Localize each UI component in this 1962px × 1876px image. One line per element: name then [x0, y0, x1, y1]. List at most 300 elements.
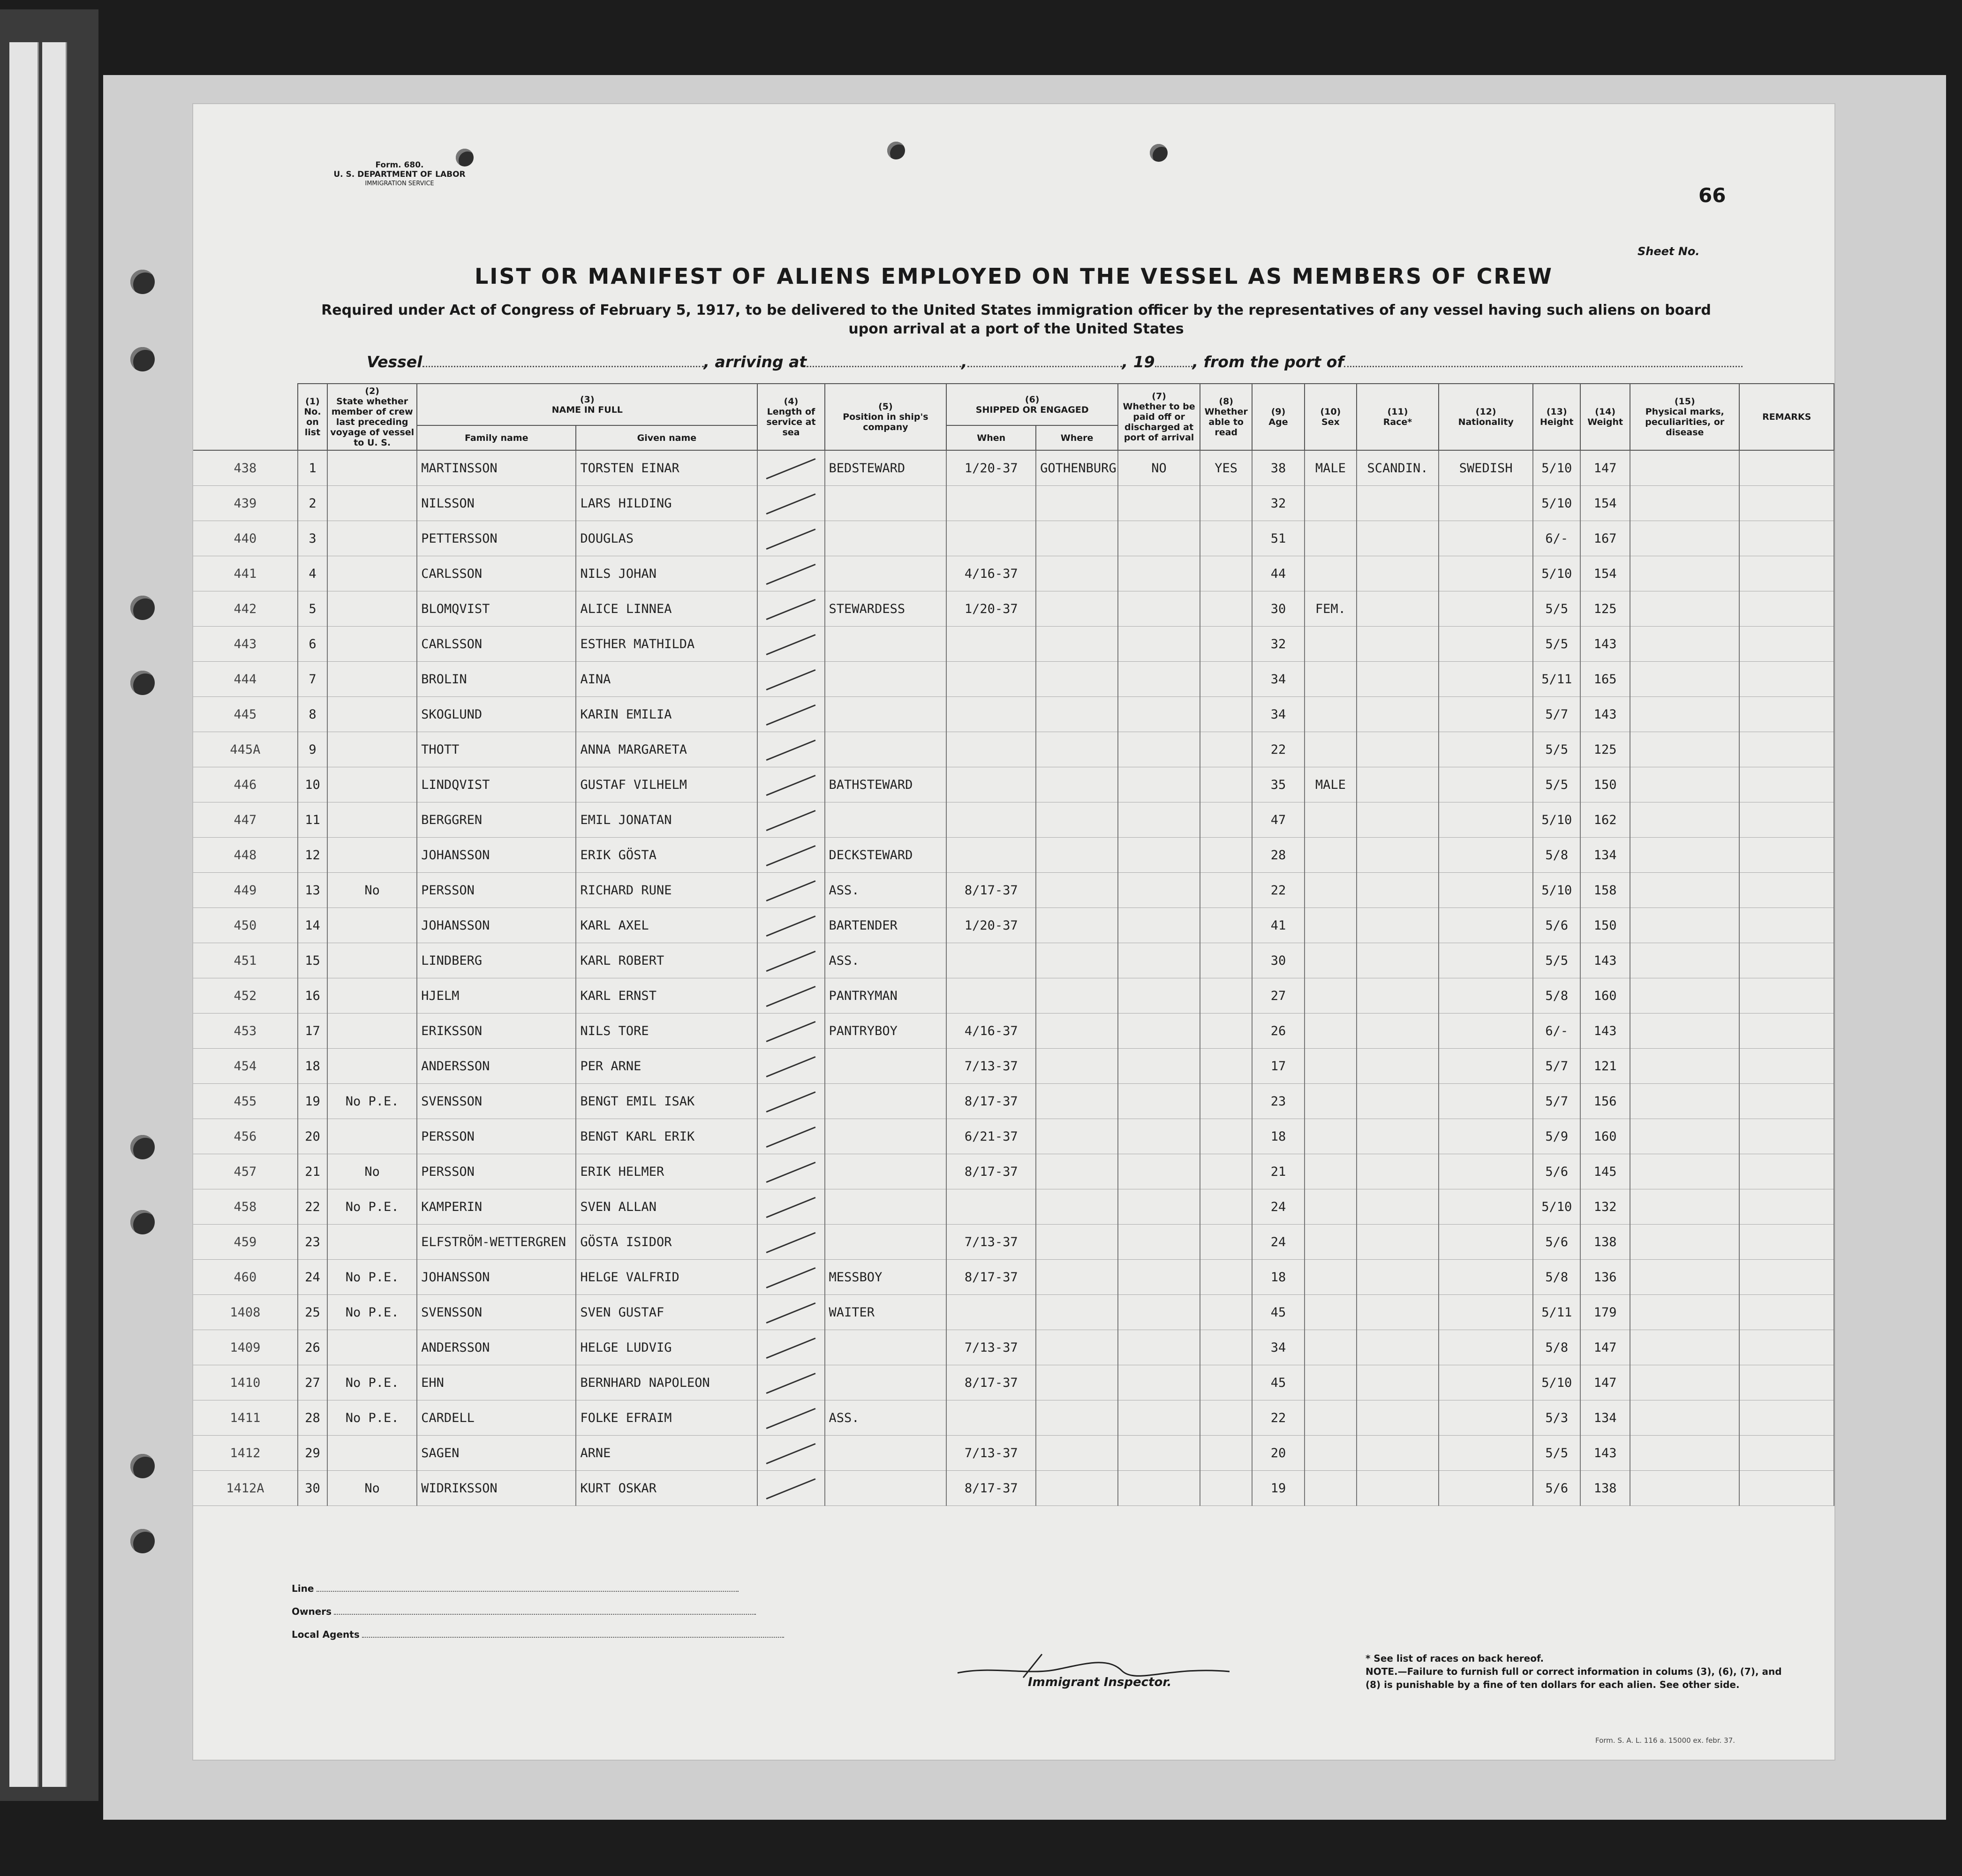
race-cell	[1357, 556, 1439, 591]
punch-hole	[130, 1529, 155, 1553]
shipped-where-cell	[1036, 591, 1118, 627]
nationality-cell	[1439, 1330, 1533, 1365]
given-name-cell: ARNE	[576, 1436, 757, 1471]
able-to-read-cell	[1200, 1049, 1252, 1084]
shipped-where-cell	[1036, 1049, 1118, 1084]
sex-cell	[1305, 1049, 1357, 1084]
nationality-cell	[1439, 1189, 1533, 1225]
arriving-label: , arriving at	[703, 353, 807, 371]
physical-marks-cell	[1630, 697, 1739, 732]
paid-off-cell	[1118, 1436, 1200, 1471]
vessel-label: Vessel	[367, 353, 423, 371]
sex-cell	[1305, 1436, 1357, 1471]
list-number-cell: 9	[298, 732, 328, 767]
race-cell	[1357, 521, 1439, 556]
table-row	[193, 1084, 1834, 1119]
position-cell	[825, 1119, 947, 1154]
weight-cell: 134	[1580, 1400, 1630, 1436]
side-number-cell: 1408	[193, 1295, 298, 1330]
shipped-when-cell	[946, 838, 1036, 873]
age-cell: 41	[1252, 908, 1304, 943]
col-4-header: (4) Length of service at sea	[757, 384, 824, 450]
side-number-cell: 440	[193, 521, 298, 556]
service-length-cell	[757, 978, 824, 1014]
weight-cell: 145	[1580, 1154, 1630, 1189]
previous-voyage-cell	[327, 486, 417, 521]
given-name-cell: ALICE LINNEA	[576, 591, 757, 627]
physical-marks-cell	[1630, 1119, 1739, 1154]
list-number-cell: 20	[298, 1119, 328, 1154]
physical-marks-cell	[1630, 486, 1739, 521]
able-to-read-cell	[1200, 1119, 1252, 1154]
shipped-where-cell	[1036, 1154, 1118, 1189]
shipped-where-cell	[1036, 802, 1118, 838]
port-label: , from the port of	[1192, 353, 1344, 371]
previous-voyage-cell: No P.E.	[327, 1400, 417, 1436]
physical-marks-cell	[1630, 627, 1739, 662]
height-cell: 5/6	[1533, 1471, 1580, 1506]
given-name-cell: KARIN EMILIA	[576, 697, 757, 732]
service-length-cell	[757, 732, 824, 767]
given-name-cell: EMIL JONATAN	[576, 802, 757, 838]
age-cell: 35	[1252, 767, 1304, 802]
race-cell	[1357, 802, 1439, 838]
race-cell	[1357, 1189, 1439, 1225]
weight-cell: 154	[1580, 486, 1630, 521]
side-number-cell: 452	[193, 978, 298, 1014]
position-cell: MESSBOY	[825, 1260, 947, 1295]
able-to-read-cell	[1200, 556, 1252, 591]
shipped-where-cell	[1036, 521, 1118, 556]
paid-off-cell	[1118, 697, 1200, 732]
race-cell	[1357, 908, 1439, 943]
col-13-header: (13) Height	[1533, 384, 1580, 450]
shipped-when-cell: 8/17-37	[946, 1471, 1036, 1506]
race-cell	[1357, 1154, 1439, 1189]
remarks-cell	[1739, 767, 1834, 802]
table-row	[193, 1154, 1834, 1189]
paid-off-cell	[1118, 556, 1200, 591]
weight-cell: 134	[1580, 838, 1630, 873]
sex-cell	[1305, 943, 1357, 978]
nationality-cell	[1439, 1049, 1533, 1084]
col-2-header: (2) State whether member of crew last preceding voyage of vessel to U. S.	[327, 384, 417, 450]
remarks-cell	[1739, 450, 1834, 486]
given-name-cell: DOUGLAS	[576, 521, 757, 556]
weight-cell: 132	[1580, 1189, 1630, 1225]
where-header: Where	[1036, 425, 1118, 450]
remarks-cell	[1739, 697, 1834, 732]
height-cell: 5/6	[1533, 1225, 1580, 1260]
able-to-read-cell	[1200, 838, 1252, 873]
age-cell: 44	[1252, 556, 1304, 591]
age-cell: 27	[1252, 978, 1304, 1014]
family-name-cell: HJELM	[417, 978, 576, 1014]
shipped-when-cell	[946, 732, 1036, 767]
able-to-read-cell	[1200, 1471, 1252, 1506]
col-10-header: (10) Sex	[1305, 384, 1357, 450]
sex-cell	[1305, 1260, 1357, 1295]
col-3-header: (3) NAME IN FULL	[417, 384, 757, 425]
race-cell	[1357, 1400, 1439, 1436]
page-title: LIST OR MANIFEST OF ALIENS EMPLOYED ON THE VESSEL AS MEMBERS OF CREW	[474, 264, 1553, 289]
paid-off-cell	[1118, 1119, 1200, 1154]
race-cell	[1357, 838, 1439, 873]
table-row	[193, 1014, 1834, 1049]
paid-off-cell	[1118, 521, 1200, 556]
previous-voyage-cell	[327, 767, 417, 802]
side-number-cell: 445	[193, 697, 298, 732]
department-name: U. S. DEPARTMENT OF LABOR	[333, 170, 466, 179]
list-number-cell: 28	[298, 1400, 328, 1436]
position-cell	[825, 1084, 947, 1119]
physical-marks-cell	[1630, 450, 1739, 486]
shipped-when-cell	[946, 1400, 1036, 1436]
service-length-cell	[757, 486, 824, 521]
height-cell: 6/-	[1533, 1014, 1580, 1049]
page-subtitle: Required under Act of Congress of February 5, 1917, to be delivered to the United States immigration officer by the representatives of any vessel having such aliens on board upon arrival at a port of the United States	[321, 302, 1711, 337]
col-1-header: (1) No. on list	[298, 384, 328, 450]
table-row	[193, 1400, 1834, 1436]
paid-off-cell	[1118, 1260, 1200, 1295]
table-row	[193, 450, 1834, 486]
position-cell	[825, 732, 947, 767]
given-name-cell: GUSTAF VILHELM	[576, 767, 757, 802]
service-length-cell	[757, 521, 824, 556]
nationality-cell	[1439, 1119, 1533, 1154]
height-cell: 5/3	[1533, 1400, 1580, 1436]
sheet-number-label: Sheet No.	[1638, 245, 1700, 258]
service-length-cell	[757, 627, 824, 662]
remarks-cell	[1739, 1471, 1834, 1506]
shipped-where-cell	[1036, 1119, 1118, 1154]
punch-hole	[1150, 144, 1168, 162]
sex-cell	[1305, 697, 1357, 732]
height-cell: 5/9	[1533, 1119, 1580, 1154]
position-cell	[825, 1225, 947, 1260]
shipped-when-cell	[946, 1295, 1036, 1330]
sex-cell	[1305, 732, 1357, 767]
punch-hole	[130, 671, 155, 695]
shipped-when-cell: 4/16-37	[946, 556, 1036, 591]
family-name-cell: MARTINSSON	[417, 450, 576, 486]
nationality-cell	[1439, 486, 1533, 521]
age-cell: 24	[1252, 1189, 1304, 1225]
list-number-cell: 29	[298, 1436, 328, 1471]
shipped-when-cell: 1/20-37	[946, 908, 1036, 943]
nationality-cell	[1439, 943, 1533, 978]
age-cell: 17	[1252, 1049, 1304, 1084]
page-number: 66	[1698, 184, 1726, 207]
race-cell	[1357, 1330, 1439, 1365]
nationality-cell	[1439, 838, 1533, 873]
age-cell: 22	[1252, 732, 1304, 767]
side-number-cell: 1412A	[193, 1471, 298, 1506]
service-length-cell	[757, 1119, 824, 1154]
given-name-cell: ESTHER MATHILDA	[576, 627, 757, 662]
col-15-header: (15) Physical marks, peculiarities, or disease	[1630, 384, 1739, 450]
weight-cell: 167	[1580, 521, 1630, 556]
position-cell: ASS.	[825, 1400, 947, 1436]
table-row	[193, 873, 1834, 908]
height-cell: 5/5	[1533, 732, 1580, 767]
list-number-cell: 1	[298, 450, 328, 486]
side-number-cell: 457	[193, 1154, 298, 1189]
list-number-cell: 12	[298, 838, 328, 873]
family-name-cell: LINDBERG	[417, 943, 576, 978]
service-length-cell	[757, 1471, 824, 1506]
height-cell: 5/10	[1533, 450, 1580, 486]
service-name: IMMIGRATION SERVICE	[365, 180, 434, 187]
position-cell	[825, 662, 947, 697]
family-name-cell: BROLIN	[417, 662, 576, 697]
shipped-when-cell	[946, 802, 1036, 838]
able-to-read-cell	[1200, 1330, 1252, 1365]
race-cell	[1357, 697, 1439, 732]
physical-marks-cell	[1630, 1260, 1739, 1295]
remarks-cell	[1739, 908, 1834, 943]
side-number-cell: 450	[193, 908, 298, 943]
col-6-header: (6) SHIPPED OR ENGAGED	[946, 384, 1118, 425]
physical-marks-cell	[1630, 732, 1739, 767]
nationality-cell	[1439, 591, 1533, 627]
shipped-when-cell	[946, 697, 1036, 732]
list-number-cell: 30	[298, 1471, 328, 1506]
age-cell: 34	[1252, 662, 1304, 697]
physical-marks-cell	[1630, 1225, 1739, 1260]
race-cell	[1357, 873, 1439, 908]
paid-off-cell	[1118, 838, 1200, 873]
race-cell	[1357, 591, 1439, 627]
height-cell: 5/7	[1533, 697, 1580, 732]
position-cell: ASS.	[825, 873, 947, 908]
service-length-cell	[757, 1049, 824, 1084]
table-row	[193, 1119, 1834, 1154]
physical-marks-cell	[1630, 591, 1739, 627]
weight-cell: 150	[1580, 767, 1630, 802]
paid-off-cell	[1118, 1295, 1200, 1330]
remarks-cell	[1739, 591, 1834, 627]
given-name-cell: AINA	[576, 662, 757, 697]
family-name-cell: BLOMQVIST	[417, 591, 576, 627]
race-cell	[1357, 978, 1439, 1014]
position-cell: STEWARDESS	[825, 591, 947, 627]
table-row	[193, 802, 1834, 838]
given-name-cell: BERNHARD NAPOLEON	[576, 1365, 757, 1400]
list-number-cell: 21	[298, 1154, 328, 1189]
family-name-cell: PERSSON	[417, 1154, 576, 1189]
footer-fields	[292, 1581, 784, 1640]
weight-cell: 160	[1580, 978, 1630, 1014]
race-cell	[1357, 1119, 1439, 1154]
able-to-read-cell	[1200, 873, 1252, 908]
weight-cell: 143	[1580, 1436, 1630, 1471]
shipped-when-cell	[946, 486, 1036, 521]
punch-hole	[130, 270, 155, 294]
list-number-cell: 3	[298, 521, 328, 556]
previous-voyage-cell	[327, 732, 417, 767]
shipped-when-cell	[946, 627, 1036, 662]
paid-off-cell	[1118, 802, 1200, 838]
col-7-header: (7) Whether to be paid off or discharged at port of arrival	[1118, 384, 1200, 450]
service-length-cell	[757, 1225, 824, 1260]
able-to-read-cell	[1200, 767, 1252, 802]
age-cell: 51	[1252, 521, 1304, 556]
given-name-cell: TORSTEN EINAR	[576, 450, 757, 486]
punch-hole	[130, 596, 155, 620]
age-cell: 26	[1252, 1014, 1304, 1049]
given-name-cell: SVEN GUSTAF	[576, 1295, 757, 1330]
race-cell	[1357, 1260, 1439, 1295]
age-cell: 19	[1252, 1471, 1304, 1506]
age-cell: 45	[1252, 1365, 1304, 1400]
nationality-cell	[1439, 697, 1533, 732]
paid-off-cell	[1118, 1330, 1200, 1365]
nationality-cell	[1439, 1014, 1533, 1049]
paid-off-cell	[1118, 767, 1200, 802]
race-cell	[1357, 1295, 1439, 1330]
height-cell: 5/8	[1533, 978, 1580, 1014]
nationality-cell	[1439, 1084, 1533, 1119]
given-name-cell: RICHARD RUNE	[576, 873, 757, 908]
family-name-cell: EHN	[417, 1365, 576, 1400]
previous-voyage-cell	[327, 1014, 417, 1049]
given-name-cell: SVEN ALLAN	[576, 1189, 757, 1225]
table-row	[193, 838, 1834, 873]
able-to-read-cell	[1200, 1225, 1252, 1260]
weight-cell: 147	[1580, 1330, 1630, 1365]
shipped-when-cell: 4/16-37	[946, 1014, 1036, 1049]
nationality-cell	[1439, 1225, 1533, 1260]
race-cell	[1357, 1084, 1439, 1119]
nationality-cell	[1439, 802, 1533, 838]
service-length-cell	[757, 591, 824, 627]
paid-off-cell	[1118, 1154, 1200, 1189]
family-name-cell: JOHANSSON	[417, 838, 576, 873]
height-cell: 5/11	[1533, 662, 1580, 697]
height-cell: 5/10	[1533, 1365, 1580, 1400]
remarks-cell	[1739, 1225, 1834, 1260]
sex-cell	[1305, 1154, 1357, 1189]
height-cell: 5/5	[1533, 943, 1580, 978]
shipped-when-cell	[946, 662, 1036, 697]
comma-label: ,	[961, 353, 967, 371]
shipped-where-cell	[1036, 627, 1118, 662]
remarks-cell	[1739, 943, 1834, 978]
sex-cell	[1305, 627, 1357, 662]
given-name-cell: NILS TORE	[576, 1014, 757, 1049]
shipped-when-cell: 8/17-37	[946, 1084, 1036, 1119]
paid-off-cell	[1118, 1014, 1200, 1049]
family-name-cell: SAGEN	[417, 1436, 576, 1471]
sex-cell: FEM.	[1305, 591, 1357, 627]
able-to-read-cell	[1200, 697, 1252, 732]
service-length-cell	[757, 556, 824, 591]
family-name-cell: ANDERSSON	[417, 1049, 576, 1084]
sex-cell	[1305, 1084, 1357, 1119]
service-length-cell	[757, 1436, 824, 1471]
list-number-cell: 24	[298, 1260, 328, 1295]
side-number-cell: 448	[193, 838, 298, 873]
previous-voyage-cell: No P.E.	[327, 1365, 417, 1400]
shipped-when-cell: 7/13-37	[946, 1049, 1036, 1084]
previous-voyage-cell: No	[327, 1471, 417, 1506]
previous-voyage-cell	[327, 521, 417, 556]
table-row	[193, 486, 1834, 521]
shipped-where-cell	[1036, 1365, 1118, 1400]
family-name-cell: BERGGREN	[417, 802, 576, 838]
weight-cell: 125	[1580, 732, 1630, 767]
able-to-read-cell	[1200, 978, 1252, 1014]
height-cell: 5/7	[1533, 1084, 1580, 1119]
nationality-cell	[1439, 1471, 1533, 1506]
shipped-when-cell: 1/20-37	[946, 591, 1036, 627]
service-length-cell	[757, 1260, 824, 1295]
physical-marks-cell	[1630, 1189, 1739, 1225]
local-agents-label: Local Agents	[292, 1629, 360, 1640]
side-number-cell: 449	[193, 873, 298, 908]
shipped-when-cell: 8/17-37	[946, 1365, 1036, 1400]
table-row	[193, 943, 1834, 978]
sex-cell	[1305, 978, 1357, 1014]
service-length-cell	[757, 802, 824, 838]
physical-marks-cell	[1630, 556, 1739, 591]
given-name-cell: PER ARNE	[576, 1049, 757, 1084]
position-cell	[825, 1330, 947, 1365]
shipped-where-cell	[1036, 838, 1118, 873]
nationality-cell	[1439, 978, 1533, 1014]
side-number-cell: 445A	[193, 732, 298, 767]
position-cell	[825, 521, 947, 556]
table-row	[193, 662, 1834, 697]
penalty-note: NOTE.—Failure to furnish full or correct information in colums (3), (6), (7), and (8) is punishable by a fine of ten dollars for each alien. See other side.	[1366, 1666, 1782, 1690]
family-name-cell: WIDRIKSSON	[417, 1471, 576, 1506]
remarks-cell	[1739, 1189, 1834, 1225]
age-cell: 21	[1252, 1154, 1304, 1189]
paid-off-cell	[1118, 1365, 1200, 1400]
family-name-cell: NILSSON	[417, 486, 576, 521]
family-name-cell: JOHANSSON	[417, 908, 576, 943]
previous-voyage-cell	[327, 802, 417, 838]
able-to-read-cell	[1200, 486, 1252, 521]
shipped-where-cell	[1036, 1295, 1118, 1330]
weight-cell: 143	[1580, 1014, 1630, 1049]
paid-off-cell	[1118, 1049, 1200, 1084]
family-name-cell: PERSSON	[417, 1119, 576, 1154]
age-cell: 22	[1252, 1400, 1304, 1436]
paid-off-cell	[1118, 732, 1200, 767]
given-name-cell: LARS HILDING	[576, 486, 757, 521]
side-number-cell: 1411	[193, 1400, 298, 1436]
age-cell: 30	[1252, 943, 1304, 978]
paid-off-cell	[1118, 1400, 1200, 1436]
physical-marks-cell	[1630, 1154, 1739, 1189]
list-number-cell: 26	[298, 1330, 328, 1365]
remarks-cell	[1739, 978, 1834, 1014]
nationality-cell: SWEDISH	[1439, 450, 1533, 486]
previous-voyage-cell	[327, 908, 417, 943]
position-cell	[825, 1049, 947, 1084]
age-cell: 20	[1252, 1436, 1304, 1471]
position-cell	[825, 1365, 947, 1400]
previous-voyage-cell	[327, 591, 417, 627]
family-name-cell: ERIKSSON	[417, 1014, 576, 1049]
age-cell: 18	[1252, 1119, 1304, 1154]
age-cell: 24	[1252, 1225, 1304, 1260]
position-cell	[825, 1436, 947, 1471]
height-cell: 6/-	[1533, 521, 1580, 556]
side-number-cell: 1412	[193, 1436, 298, 1471]
